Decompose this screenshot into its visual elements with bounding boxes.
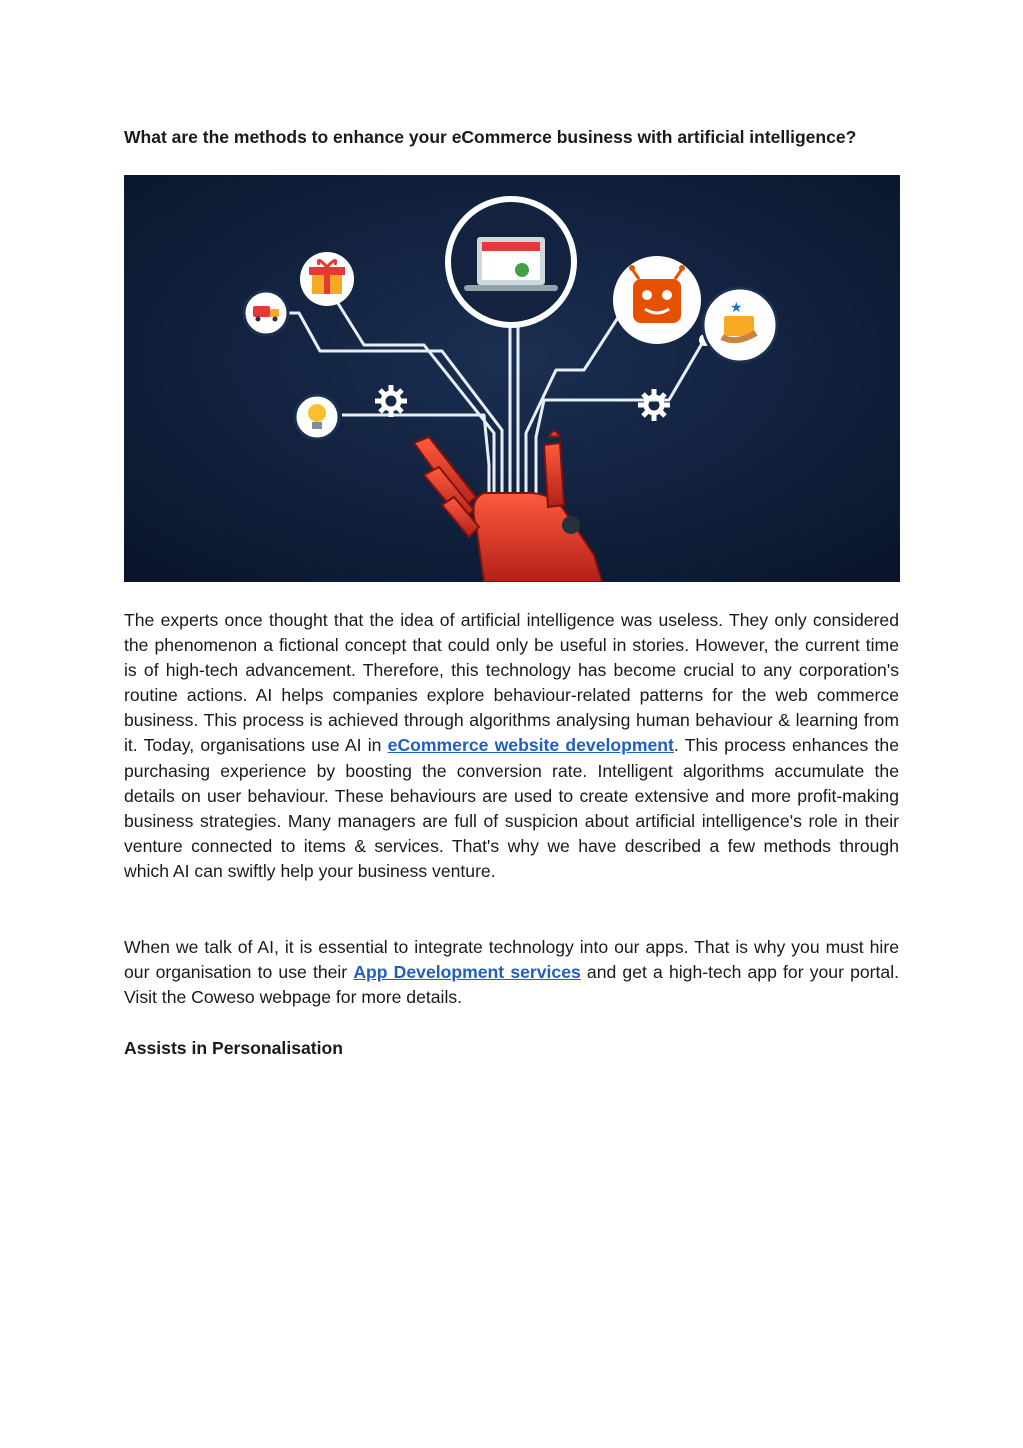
online-shop-laptop-icon <box>448 199 574 325</box>
svg-text:★: ★ <box>730 300 743 316</box>
gift-box-icon <box>300 252 354 306</box>
lightbulb-icon <box>295 395 339 439</box>
intro-text-start: The experts once thought that the idea of artificial intelligence was useless. They only considered the phenomenon a fictional concept that could only be useful in stories. However, the current time is of high-tech advancement. Therefore, this technology has become crucial to any corporation's routine actions. AI helps companies explore behaviour-related patterns for the web commerce business. This process is achieved through algorithms analysing human behaviour & learning from it. Today, organisations use AI in <box>124 610 899 756</box>
section-subheading: Assists in Personalisation <box>124 1038 344 1058</box>
delivery-truck-icon <box>244 291 288 335</box>
robot-face-icon <box>613 256 701 344</box>
app-text-end: and get a high-tech app for your portal. Visit the Coweso webpage for more details. <box>124 962 899 1008</box>
ecommerce-website-development-link[interactable]: eCommerce website development <box>387 735 674 756</box>
app-development-services-link[interactable]: App Development services <box>353 962 581 983</box>
intro-paragraph <box>124 608 899 884</box>
card-in-hand-icon <box>703 288 777 362</box>
hero-illustration <box>124 175 900 582</box>
intro-text-end: . This process enhances the purchasing experience by boosting the conversion rate. Intelligent algorithms accumulate the details on user behaviour. These behaviours are used to create extensive and more profit-making business strategies. Many managers are full of suspicion about artificial intelligence's role in their venture connected to items & services. That's why we have described a few methods through which AI can swiftly help your business venture. <box>124 735 900 881</box>
app-development-paragraph <box>124 935 899 1010</box>
hand-joint <box>562 516 580 534</box>
app-text-start: When we talk of AI, it is essential to integrate technology into our apps. That is why you must hire our organisation to use their <box>124 937 899 983</box>
page-title: What are the methods to enhance your eCommerce business with artificial intelligence? <box>124 127 857 147</box>
